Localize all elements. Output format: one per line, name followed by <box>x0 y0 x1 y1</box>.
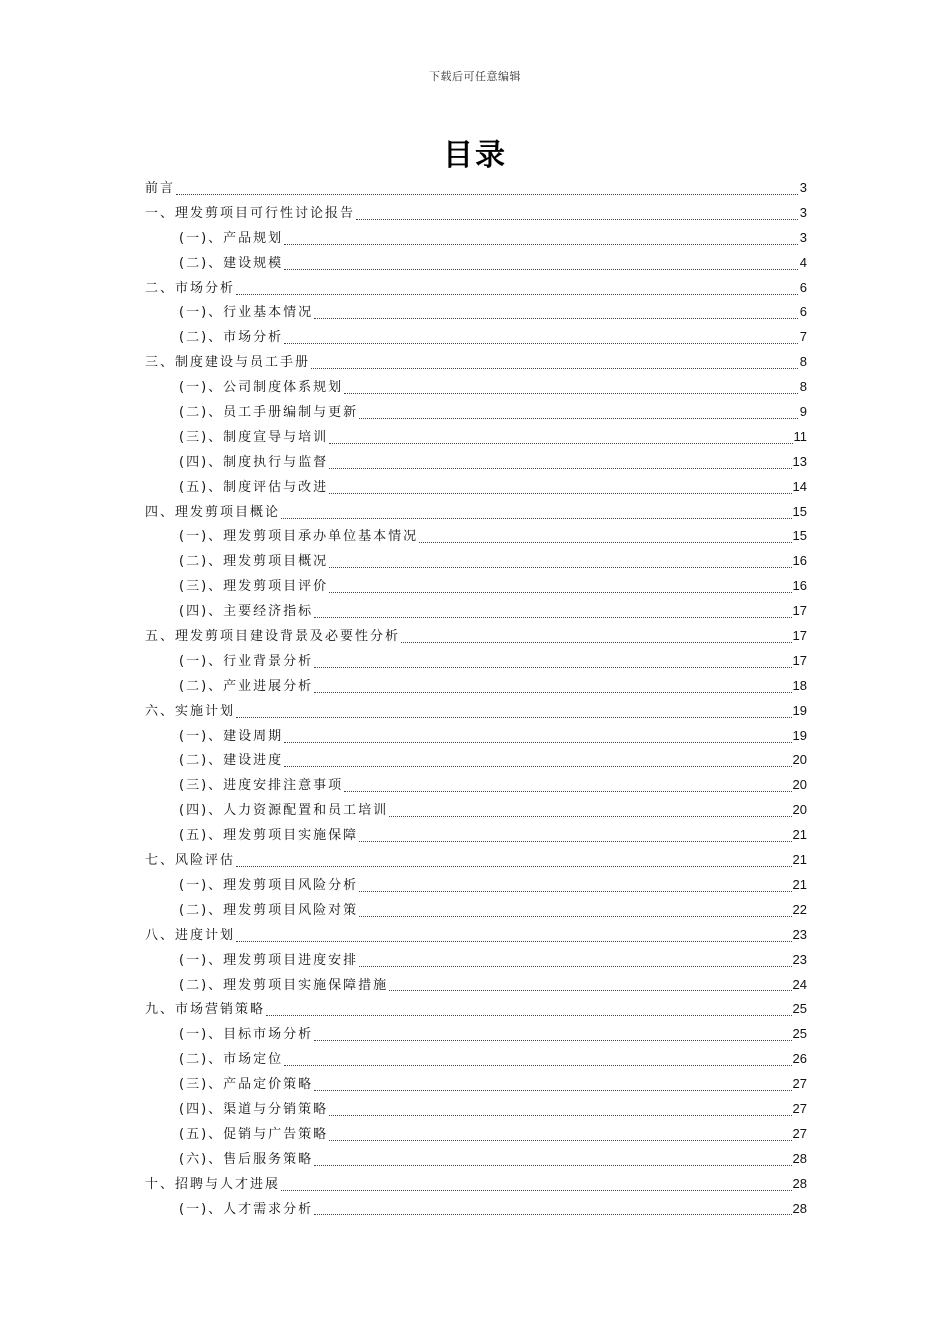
toc-dot-leader <box>344 393 798 394</box>
toc-dot-leader <box>314 318 798 319</box>
toc-page-number: 8 <box>799 379 807 395</box>
toc-entry-text: 七、风险评估 <box>145 853 236 869</box>
table-of-contents <box>145 176 807 1221</box>
toc-dot-leader <box>281 518 792 519</box>
toc-dot-leader <box>329 592 791 593</box>
toc-page-number: 17 <box>792 603 807 619</box>
toc-entry[interactable] <box>145 624 807 649</box>
toc-page-number: 3 <box>799 229 807 245</box>
toc-entry[interactable] <box>145 375 807 400</box>
toc-title: 目录 <box>443 138 507 173</box>
toc-entry[interactable] <box>145 923 807 948</box>
toc-page-number: 19 <box>792 702 807 718</box>
toc-entry[interactable] <box>145 1172 807 1197</box>
toc-entry-text: (一)、理发剪项目承办单位基本情况 <box>179 529 419 545</box>
toc-page-number: 11 <box>793 428 807 444</box>
toc-entry[interactable] <box>145 1047 807 1072</box>
toc-entry[interactable] <box>145 1122 807 1147</box>
toc-entry-text: (一)、公司制度体系规划 <box>179 380 344 396</box>
toc-dot-leader <box>284 766 791 767</box>
toc-page-number: 25 <box>792 1001 807 1017</box>
toc-entry-text: (一)、产品规划 <box>179 230 284 246</box>
toc-entry-text: 九、市场营销策略 <box>145 1002 266 1018</box>
toc-entry[interactable] <box>145 848 807 873</box>
toc-entry[interactable] <box>145 524 807 549</box>
toc-page-number: 16 <box>792 578 807 594</box>
toc-page-number: 3 <box>799 204 807 220</box>
toc-entry[interactable] <box>145 1147 807 1172</box>
toc-entry[interactable] <box>145 549 807 574</box>
toc-entry-text: 一、理发剪项目可行性讨论报告 <box>145 205 356 221</box>
toc-entry[interactable] <box>145 276 807 301</box>
toc-entry-text: (二)、建设进度 <box>179 753 284 769</box>
toc-page-number: 9 <box>799 404 807 420</box>
toc-dot-leader <box>176 194 798 195</box>
toc-dot-leader <box>329 468 791 469</box>
toc-page-number: 18 <box>792 677 807 693</box>
toc-entry[interactable] <box>145 201 807 226</box>
toc-entry-text: 六、实施计划 <box>145 703 236 719</box>
toc-entry[interactable] <box>145 674 807 699</box>
toc-page-number: 23 <box>792 926 807 942</box>
toc-dot-leader <box>284 244 798 245</box>
toc-entry-text: (二)、理发剪项目风险对策 <box>179 902 359 918</box>
toc-dot-leader <box>236 941 792 942</box>
toc-entry-text: (二)、市场分析 <box>179 330 284 346</box>
toc-entry-text: (一)、理发剪项目进度安排 <box>179 952 359 968</box>
toc-entry-text: (四)、主要经济指标 <box>179 604 314 620</box>
toc-entry[interactable] <box>145 997 807 1022</box>
toc-entry-text: (一)、目标市场分析 <box>179 1027 314 1043</box>
toc-entry[interactable] <box>145 475 807 500</box>
toc-page-number: 21 <box>792 852 807 868</box>
toc-entry[interactable] <box>145 748 807 773</box>
toc-entry-text: (二)、理发剪项目概况 <box>179 554 329 570</box>
toc-entry-text: (三)、理发剪项目评价 <box>179 579 329 595</box>
toc-page-number: 15 <box>792 503 807 519</box>
toc-page-number: 20 <box>792 777 807 793</box>
toc-dot-leader <box>329 567 791 568</box>
toc-entry-text: (一)、理发剪项目风险分析 <box>179 877 359 893</box>
toc-page-number: 13 <box>792 453 807 469</box>
toc-entry-text: 四、理发剪项目概论 <box>145 504 281 520</box>
toc-entry-text: (四)、人力资源配置和员工培训 <box>179 803 389 819</box>
toc-entry[interactable] <box>145 948 807 973</box>
toc-entry[interactable] <box>145 400 807 425</box>
toc-page-number: 27 <box>792 1076 807 1092</box>
toc-dot-leader <box>314 1214 791 1215</box>
toc-dot-leader <box>284 343 798 344</box>
toc-page-number: 15 <box>792 528 807 544</box>
toc-entry-text: (一)、行业背景分析 <box>179 653 314 669</box>
toc-entry-text: (四)、制度执行与监督 <box>179 454 329 470</box>
toc-page-number: 16 <box>792 553 807 569</box>
toc-dot-leader <box>344 791 791 792</box>
toc-entry[interactable] <box>145 500 807 525</box>
toc-dot-leader <box>329 1140 791 1141</box>
toc-entry-text: (一)、人才需求分析 <box>179 1201 314 1217</box>
toc-entry[interactable] <box>145 1197 807 1222</box>
toc-page-number: 26 <box>792 1051 807 1067</box>
toc-entry[interactable] <box>145 425 807 450</box>
toc-dot-leader <box>284 742 791 743</box>
toc-dot-leader <box>329 1115 791 1116</box>
toc-entry-text: (六)、售后服务策略 <box>179 1151 314 1167</box>
toc-dot-leader <box>359 891 791 892</box>
toc-dot-leader <box>356 219 798 220</box>
toc-page-number: 19 <box>792 727 807 743</box>
toc-dot-leader <box>419 542 791 543</box>
toc-entry-text: (三)、制度宣导与培训 <box>179 429 329 445</box>
toc-entry[interactable] <box>145 724 807 749</box>
toc-dot-leader <box>329 443 792 444</box>
toc-entry-text: (一)、建设周期 <box>179 728 284 744</box>
header-note: 下载后可任意编辑 <box>429 70 521 83</box>
toc-entry-text: (三)、进度安排注意事项 <box>179 778 344 794</box>
toc-entry[interactable] <box>145 823 807 848</box>
toc-dot-leader <box>401 642 792 643</box>
toc-entry[interactable] <box>145 176 807 201</box>
toc-entry[interactable] <box>145 251 807 276</box>
toc-page-number: 14 <box>792 478 807 494</box>
toc-page-number: 21 <box>792 876 807 892</box>
toc-page-number: 20 <box>792 802 807 818</box>
toc-page-number: 20 <box>792 752 807 768</box>
toc-dot-leader <box>284 269 798 270</box>
toc-page-number: 25 <box>792 1026 807 1042</box>
toc-page-number: 17 <box>792 628 807 644</box>
toc-entry-text: (五)、理发剪项目实施保障 <box>179 828 359 844</box>
toc-dot-leader <box>389 990 791 991</box>
toc-entry-text: (五)、制度评估与改进 <box>179 479 329 495</box>
toc-dot-leader <box>359 916 791 917</box>
toc-entry[interactable] <box>145 325 807 350</box>
toc-entry-text: 前言 <box>145 181 176 196</box>
toc-entry[interactable] <box>145 1097 807 1122</box>
toc-entry-text: 八、进度计划 <box>145 927 236 943</box>
toc-entry-text: (一)、行业基本情况 <box>179 305 314 321</box>
toc-dot-leader <box>314 1040 791 1041</box>
toc-entry-text: 十、招聘与人才进展 <box>145 1176 281 1192</box>
toc-page-number: 22 <box>792 901 807 917</box>
toc-dot-leader <box>266 1015 792 1016</box>
toc-dot-leader <box>314 692 791 693</box>
toc-entry[interactable] <box>145 1022 807 1047</box>
toc-entry-text: 五、理发剪项目建设背景及必要性分析 <box>145 629 401 645</box>
toc-page-number: 28 <box>792 1150 807 1166</box>
toc-dot-leader <box>314 1090 791 1091</box>
toc-dot-leader <box>284 1065 791 1066</box>
toc-entry[interactable] <box>145 450 807 475</box>
toc-dot-leader <box>314 617 791 618</box>
toc-entry-text: (二)、员工手册编制与更新 <box>179 405 359 421</box>
toc-page-number: 17 <box>792 652 807 668</box>
toc-entry-text: 二、市场分析 <box>145 280 236 296</box>
toc-entry-text: (二)、理发剪项目实施保障措施 <box>179 977 389 993</box>
toc-entry-text: (四)、渠道与分销策略 <box>179 1101 329 1117</box>
toc-entry[interactable] <box>145 773 807 798</box>
toc-dot-leader <box>359 841 791 842</box>
toc-entry[interactable] <box>145 1072 807 1097</box>
toc-page-number: 6 <box>799 279 807 295</box>
toc-entry-text: (二)、建设规模 <box>179 255 284 271</box>
toc-dot-leader <box>281 1190 792 1191</box>
toc-page-number: 4 <box>799 254 807 270</box>
toc-entry-text: (二)、市场定位 <box>179 1052 284 1068</box>
toc-entry[interactable] <box>145 574 807 599</box>
toc-page-number: 27 <box>792 1100 807 1116</box>
toc-dot-leader <box>314 1165 791 1166</box>
toc-dot-leader <box>329 493 791 494</box>
toc-dot-leader <box>359 418 798 419</box>
toc-entry[interactable] <box>145 873 807 898</box>
toc-entry-text: (二)、产业进展分析 <box>179 678 314 694</box>
toc-dot-leader <box>389 816 791 817</box>
toc-page-number: 28 <box>792 1200 807 1216</box>
toc-entry-text: (五)、促销与广告策略 <box>179 1126 329 1142</box>
toc-page-number: 8 <box>799 354 807 370</box>
toc-dot-leader <box>314 667 791 668</box>
toc-entry-text: (三)、产品定价策略 <box>179 1077 314 1093</box>
toc-entry[interactable] <box>145 898 807 923</box>
toc-page-number: 23 <box>792 951 807 967</box>
toc-dot-leader <box>236 866 792 867</box>
toc-entry[interactable] <box>145 649 807 674</box>
toc-page-number: 21 <box>792 827 807 843</box>
toc-entry[interactable] <box>145 973 807 998</box>
toc-dot-leader <box>236 294 798 295</box>
toc-entry[interactable] <box>145 699 807 724</box>
toc-dot-leader <box>311 368 798 369</box>
toc-page-number: 7 <box>799 329 807 345</box>
toc-entry[interactable] <box>145 226 807 251</box>
toc-dot-leader <box>236 717 792 718</box>
toc-page-number: 27 <box>792 1125 807 1141</box>
toc-entry[interactable] <box>145 798 807 823</box>
toc-page-number: 28 <box>792 1175 807 1191</box>
toc-page-number: 3 <box>799 180 807 195</box>
toc-page-number: 6 <box>799 304 807 320</box>
toc-entry[interactable] <box>145 350 807 375</box>
toc-entry[interactable] <box>145 599 807 624</box>
toc-entry-text: 三、制度建设与员工手册 <box>145 355 311 371</box>
toc-entry[interactable] <box>145 300 807 325</box>
toc-dot-leader <box>359 966 791 967</box>
toc-page-number: 24 <box>792 976 807 992</box>
